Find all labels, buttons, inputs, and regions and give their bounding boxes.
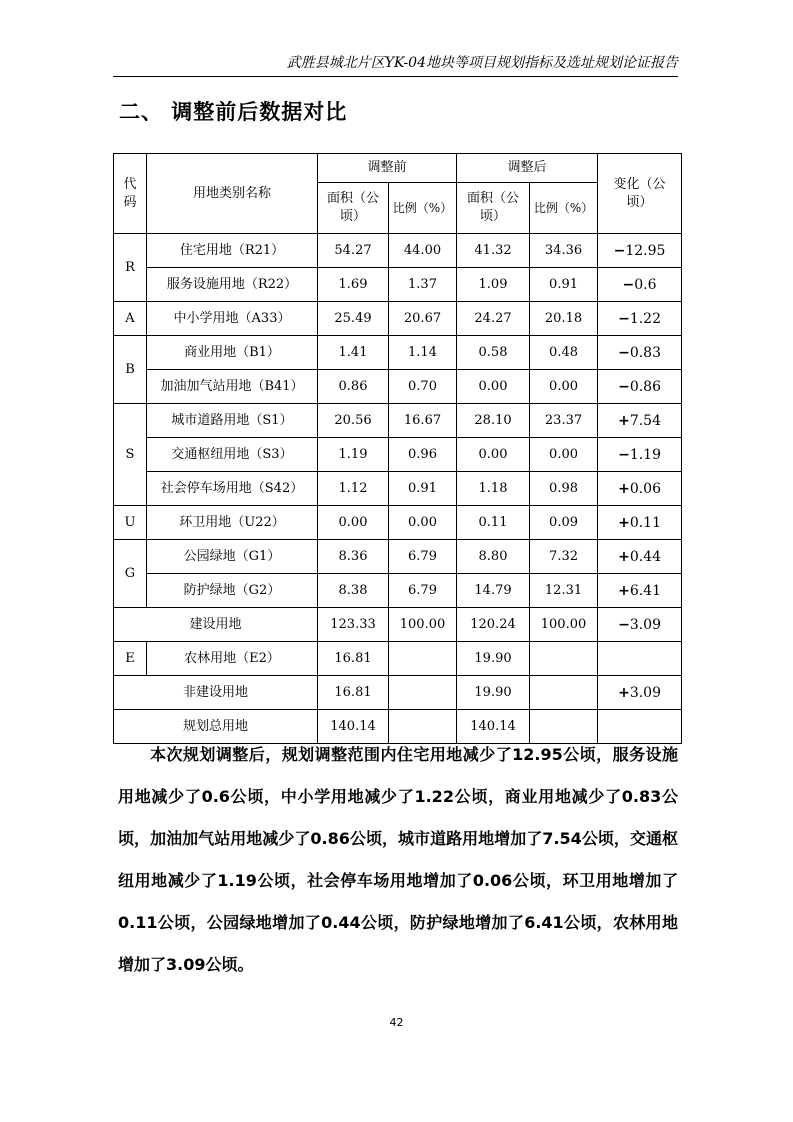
ratio-after-cell: 20.18 [530, 302, 598, 336]
change-value: 0.44 [629, 548, 661, 565]
change-sign: − [618, 446, 630, 463]
name-cell: 交通枢纽用地（S3） [147, 438, 318, 472]
change-sign: + [618, 514, 630, 531]
change-value: 0.11 [629, 514, 661, 531]
ratio-before-cell: 20.67 [389, 302, 457, 336]
table-row [114, 506, 682, 540]
ratio-before-cell: 16.67 [389, 404, 457, 438]
change-cell [598, 404, 682, 438]
area-before-cell: 8.36 [318, 540, 389, 574]
change-cell [598, 540, 682, 574]
ratio-before-cell [389, 642, 457, 676]
name-cell: 防护绿地（G2） [147, 574, 318, 608]
change-sign: − [618, 310, 630, 327]
area-after-cell: 1.18 [457, 472, 530, 506]
change-cell [598, 370, 682, 404]
area-before-cell: 16.81 [318, 642, 389, 676]
area-after-cell: 28.10 [457, 404, 530, 438]
area-after-cell: 1.09 [457, 268, 530, 302]
construction-total-row [114, 608, 682, 642]
area-after-cell: 14.79 [457, 574, 530, 608]
table-row [114, 472, 682, 506]
ratio-before-cell: 6.79 [389, 574, 457, 608]
table-row [114, 540, 682, 574]
ratio-before-cell: 1.37 [389, 268, 457, 302]
area-before-cell: 1.12 [318, 472, 389, 506]
header-code: 代码 [114, 154, 147, 234]
ratio-after-cell: 7.32 [530, 540, 598, 574]
ratio-before-cell: 6.79 [389, 540, 457, 574]
area-before-cell: 8.38 [318, 574, 389, 608]
change-sign: + [618, 684, 630, 701]
change-sign: + [618, 480, 630, 497]
non-construction-row [114, 676, 682, 710]
change-value: 0.86 [629, 378, 661, 395]
ratio-after-cell [530, 676, 598, 710]
name-cell: 中小学用地（A33） [147, 302, 318, 336]
change-cell [598, 268, 682, 302]
ratio-after-cell: 12.31 [530, 574, 598, 608]
change-value: 0.6 [634, 276, 657, 293]
ratio-after-cell: 23.37 [530, 404, 598, 438]
name-cell: 农林用地（E2） [147, 642, 318, 676]
area-before-cell: 140.14 [318, 710, 389, 744]
change-value: 1.22 [629, 310, 661, 327]
code-cell: R [114, 234, 147, 302]
farmland-row [114, 642, 682, 676]
header-name: 用地类别名称 [147, 154, 318, 234]
change-sign: − [622, 276, 635, 293]
table-row [114, 438, 682, 472]
area-after-cell: 41.32 [457, 234, 530, 268]
name-cell: 规划总用地 [114, 710, 318, 744]
name-cell: 城市道路用地（S1） [147, 404, 318, 438]
change-cell [598, 438, 682, 472]
ratio-before-cell: 100.00 [389, 608, 457, 642]
running-title: 武胜县城北片区YK-04地块等项目规划指标及选址规划论证报告 [286, 55, 678, 71]
change-value: 0.83 [629, 344, 661, 361]
change-sign: − [618, 378, 630, 395]
land-use-comparison-table [113, 153, 682, 744]
area-before-cell: 0.00 [318, 506, 389, 540]
area-before-cell: 16.81 [318, 676, 389, 710]
table-row [114, 370, 682, 404]
area-after-cell: 24.27 [457, 302, 530, 336]
name-cell: 商业用地（B1） [147, 336, 318, 370]
change-value: 3.09 [629, 684, 661, 701]
code-cell: S [114, 404, 147, 506]
change-cell [598, 302, 682, 336]
area-before-cell: 1.69 [318, 268, 389, 302]
ratio-after-cell: 0.09 [530, 506, 598, 540]
table-row [114, 574, 682, 608]
header-after: 调整后 [457, 154, 598, 183]
change-value: 1.19 [629, 446, 661, 463]
ratio-before-cell: 1.14 [389, 336, 457, 370]
ratio-after-cell: 0.00 [530, 370, 598, 404]
running-header [113, 52, 678, 77]
change-cell [598, 642, 682, 676]
area-before-cell: 20.56 [318, 404, 389, 438]
code-cell: U [114, 506, 147, 540]
area-after-cell: 0.11 [457, 506, 530, 540]
ratio-before-cell: 0.91 [389, 472, 457, 506]
change-sign: + [618, 548, 630, 565]
change-sign: − [613, 242, 626, 259]
ratio-after-cell: 0.00 [530, 438, 598, 472]
area-after-cell: 19.90 [457, 676, 530, 710]
ratio-before-cell: 44.00 [389, 234, 457, 268]
name-cell: 服务设施用地（R22） [147, 268, 318, 302]
ratio-after-cell: 100.00 [530, 608, 598, 642]
change-cell [598, 608, 682, 642]
header-ratio-after: 比例（%） [530, 183, 598, 234]
change-sign: − [618, 616, 630, 633]
area-after-cell: 8.80 [457, 540, 530, 574]
table-row [114, 234, 682, 268]
header-area-before: 面积（公顷） [318, 183, 389, 234]
area-before-cell: 25.49 [318, 302, 389, 336]
area-before-cell: 0.86 [318, 370, 389, 404]
name-cell: 社会停车场用地（S42） [147, 472, 318, 506]
header-area-after: 面积（公顷） [457, 183, 530, 234]
area-after-cell: 120.24 [457, 608, 530, 642]
table-row [114, 268, 682, 302]
change-value: 0.06 [629, 480, 661, 497]
area-after-cell: 0.00 [457, 370, 530, 404]
change-cell [598, 574, 682, 608]
code-cell: E [114, 642, 147, 676]
ratio-before-cell [389, 676, 457, 710]
header-change: 变化（公顷） [598, 154, 682, 234]
table-row [114, 302, 682, 336]
name-cell: 环卫用地（U22） [147, 506, 318, 540]
code-cell: A [114, 302, 147, 336]
name-cell: 建设用地 [114, 608, 318, 642]
change-cell [598, 506, 682, 540]
code-cell: G [114, 540, 147, 608]
header-before: 调整前 [318, 154, 457, 183]
page-number: 42 [389, 1016, 404, 1029]
area-after-cell: 140.14 [457, 710, 530, 744]
ratio-after-cell: 34.36 [530, 234, 598, 268]
change-value: 7.54 [629, 412, 661, 429]
ratio-after-cell: 0.98 [530, 472, 598, 506]
ratio-before-cell: 0.00 [389, 506, 457, 540]
ratio-after-cell: 0.91 [530, 268, 598, 302]
name-cell: 加油加气站用地（B41） [147, 370, 318, 404]
section-title: 二、 调整前后数据对比 [119, 100, 348, 124]
ratio-after-cell [530, 642, 598, 676]
code-cell: B [114, 336, 147, 404]
change-cell [598, 676, 682, 710]
area-before-cell: 1.19 [318, 438, 389, 472]
area-after-cell: 0.00 [457, 438, 530, 472]
area-before-cell: 54.27 [318, 234, 389, 268]
name-cell: 住宅用地（R21） [147, 234, 318, 268]
area-before-cell: 123.33 [318, 608, 389, 642]
ratio-after-cell: 0.48 [530, 336, 598, 370]
name-cell: 公园绿地（G1） [147, 540, 318, 574]
table-header-row [114, 154, 682, 183]
area-after-cell: 0.58 [457, 336, 530, 370]
change-cell [598, 234, 682, 268]
change-value: 3.09 [629, 616, 661, 633]
change-sign: − [618, 344, 630, 361]
change-cell [598, 336, 682, 370]
area-after-cell: 19.90 [457, 642, 530, 676]
change-sign: + [618, 412, 630, 429]
change-sign: + [618, 582, 630, 599]
table-row [114, 404, 682, 438]
ratio-before-cell: 0.70 [389, 370, 457, 404]
change-value: 6.41 [629, 582, 661, 599]
summary-paragraph: 本次规划调整后，规划调整范围内住宅用地减少了12.95公顷，服务设施用地减少了0.6公顷，中小学用地减少了1.22公顷，商业用地减少了0.83公顷，加油加气站用地减少了0.86公顷，城市道路用地增加了7.54公顷，交通枢纽用地减少了1.19公顷，社会停车场用地增加了0.06公顷，环卫用地增加了0.11公顷，公园绿地增加了0.44公顷，防护绿地增加了6.41公顷，农林用地增加了3.09公顷。 [118, 745, 678, 974]
area-before-cell: 1.41 [318, 336, 389, 370]
ratio-before-cell: 0.96 [389, 438, 457, 472]
table-row [114, 336, 682, 370]
change-cell [598, 472, 682, 506]
header-ratio-before: 比例（%） [389, 183, 457, 234]
change-value: 12.95 [625, 242, 666, 259]
name-cell: 非建设用地 [114, 676, 318, 710]
